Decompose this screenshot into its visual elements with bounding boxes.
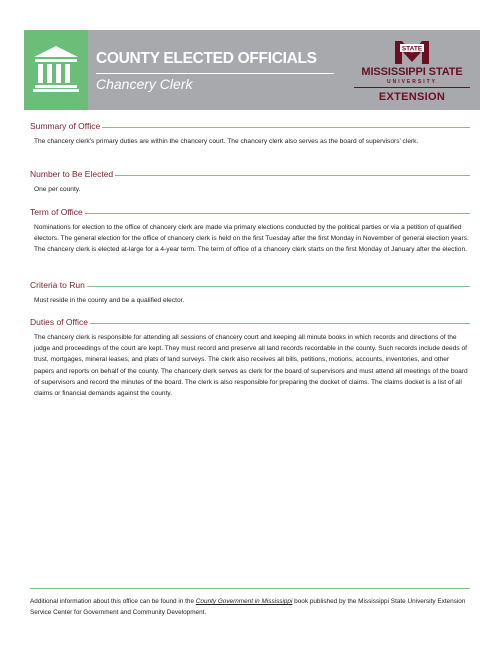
footer-text-before: Additional information about this office can be found in the [30, 598, 196, 605]
section-criteria [30, 280, 470, 306]
logo-mark-text: STATE [401, 45, 423, 53]
section-duties [30, 317, 470, 399]
header-icon-box [24, 30, 88, 110]
section-title: Term of Office [30, 207, 83, 217]
title-divider [96, 73, 334, 74]
section-body: Nominations for election to the office of chancery clerk are made via primary elections conducted by the political parties or via a petition of qualified electors. The general election for the office of chancery clerk is held on the first Tuesday after the first Monday in November of general election years. The chancery clerk is elected at-large for a 4-year term. The term of office of a chancery clerk starts on the first Monday of January after the election. [34, 224, 469, 254]
footer-text-after: book published by the Mississippi State University Extension Service Center for Government and Community Development. [30, 598, 466, 616]
section-body: The chancery clerk is responsible for attending all sessions of chancery court and keeping all minute books in which records and directions of the judge and proceedings of the court are kept. They must record and preserve all land records recordable in the county. Such records include deeds of trust, mortgages, mineral leases, and plats of land surveys. The clerk also receives all bills, petitions, motions, accounts, inventories, and other papers and reports on behalf of the county. The chancery clerk serves as clerk for the board of supervisors and must attend all meetings of the board of supervisors and record the minutes of the board. The clerk is also responsible for preparing the docket of claims. The claims docket is a list of all claims or financial demands against the county. [34, 334, 468, 398]
logo-extension: EXTENSION [378, 91, 446, 103]
footer-divider [30, 588, 470, 589]
section-rule [30, 213, 470, 214]
page-title: COUNTY ELECTED OFFICIALS [96, 50, 317, 67]
logo-divider [354, 87, 470, 88]
section-title: Number to Be Elected [30, 169, 114, 179]
header-banner [24, 30, 480, 110]
section-rule [30, 323, 470, 324]
logo-name: MISSISSIPPI STATE [361, 66, 463, 78]
logo-university: UNIVERSITY [386, 79, 437, 85]
section-number-elected [30, 169, 470, 195]
section-title: Duties of Office [30, 317, 88, 327]
msu-m-mark-icon [393, 38, 431, 65]
section-summary [30, 121, 470, 147]
section-rule [30, 286, 470, 287]
section-body: The chancery clerk’s primary duties are within the chancery court. The chancery clerk also serves as the board of supervisors’ clerk. [34, 138, 419, 145]
msu-extension-logo [350, 36, 474, 106]
page-subtitle: Chancery Clerk [96, 76, 193, 92]
section-body: Must reside in the county and be a qualified elector. [34, 297, 185, 304]
section-term [30, 207, 470, 256]
section-title: Summary of Office [30, 121, 101, 131]
book-title-link[interactable]: County Government in Mississippi [195, 598, 293, 605]
section-body: One per county. [34, 186, 81, 193]
footer-note [30, 596, 470, 618]
section-title: Criteria to Run [30, 280, 85, 290]
